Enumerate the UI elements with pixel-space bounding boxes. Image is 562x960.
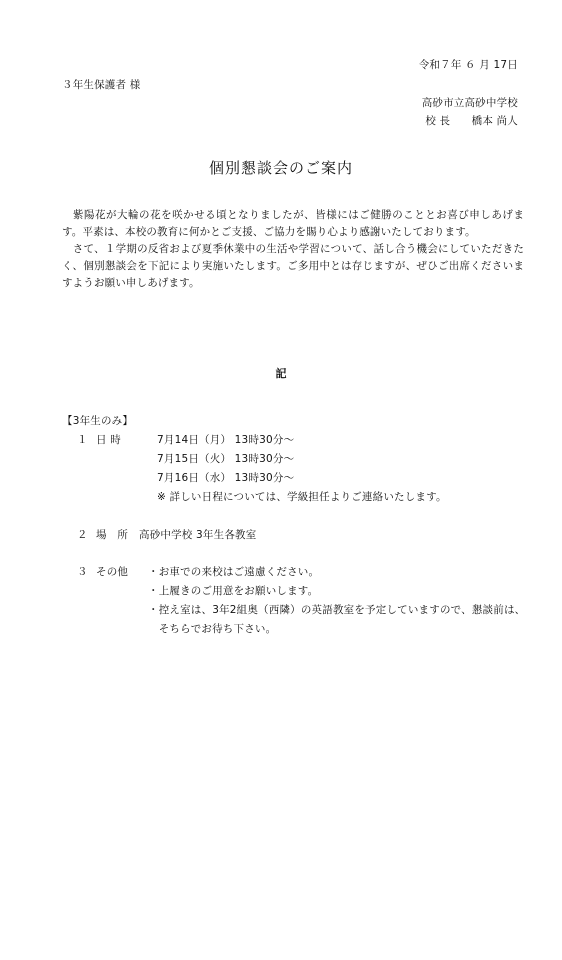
document-date: 令和７年 ６ 月 17日 (418, 59, 518, 71)
item1-label: 日 時 (96, 434, 121, 446)
item2-label: 場 所 (96, 529, 129, 541)
section-label: 【3年生のみ】 (62, 415, 134, 427)
item2-number: ２ (77, 529, 88, 541)
other-note-1: ・お車での来校はご遠慮ください。 (148, 566, 320, 578)
date-line-2: 7月15日（火） 13時30分～ (157, 453, 295, 465)
other-note-4: そちらでお待ち下さい。 (148, 623, 277, 635)
other-note-3: ・控え室は、3年2組奥（西隣）の英語教室を予定していますので、懇談前は、 (148, 604, 526, 616)
principal-name: 校 長 橋本 尚人 (425, 115, 518, 127)
school-name: 高砂市立高砂中学校 (421, 97, 518, 109)
place-value: 高砂中学校 3年生各教室 (139, 529, 257, 541)
recipient-line: ３年生保護者 様 (62, 79, 141, 91)
greeting-paragraph: 紫陽花が大輪の花を咲かせる頃となりましたが、皆様にはご健勝のこととお喜び申しあげます。平素は、本校の教育に何かとご支援、ご協力を賜り心より感謝いたしております。 (62, 209, 524, 238)
date-line-1: 7月14日（月） 13時30分～ (157, 434, 295, 446)
date-line-3: 7月16日（水） 13時30分～ (157, 472, 295, 484)
item3-number: ３ (77, 566, 88, 578)
purpose-paragraph: さて、１学期の反省および夏季休業中の生活や学習について、話し合う機会にしていただきたく、個別懇談会を下記により実施いたします。ご多用中とは存じますが、ぜひご出席くださいますようお願い申しあげます。 (62, 243, 524, 289)
item3-label: その他 (96, 566, 129, 578)
page-title: 個別懇談会のご案内 (208, 159, 353, 177)
schedule-note: ※ 詳しい日程については、学級担任よりご連絡いたします。 (157, 491, 447, 503)
ki-heading: 記 (275, 367, 287, 380)
other-note-2: ・上履きのご用意をお願いします。 (148, 585, 319, 597)
item1-number: １ (77, 434, 88, 446)
